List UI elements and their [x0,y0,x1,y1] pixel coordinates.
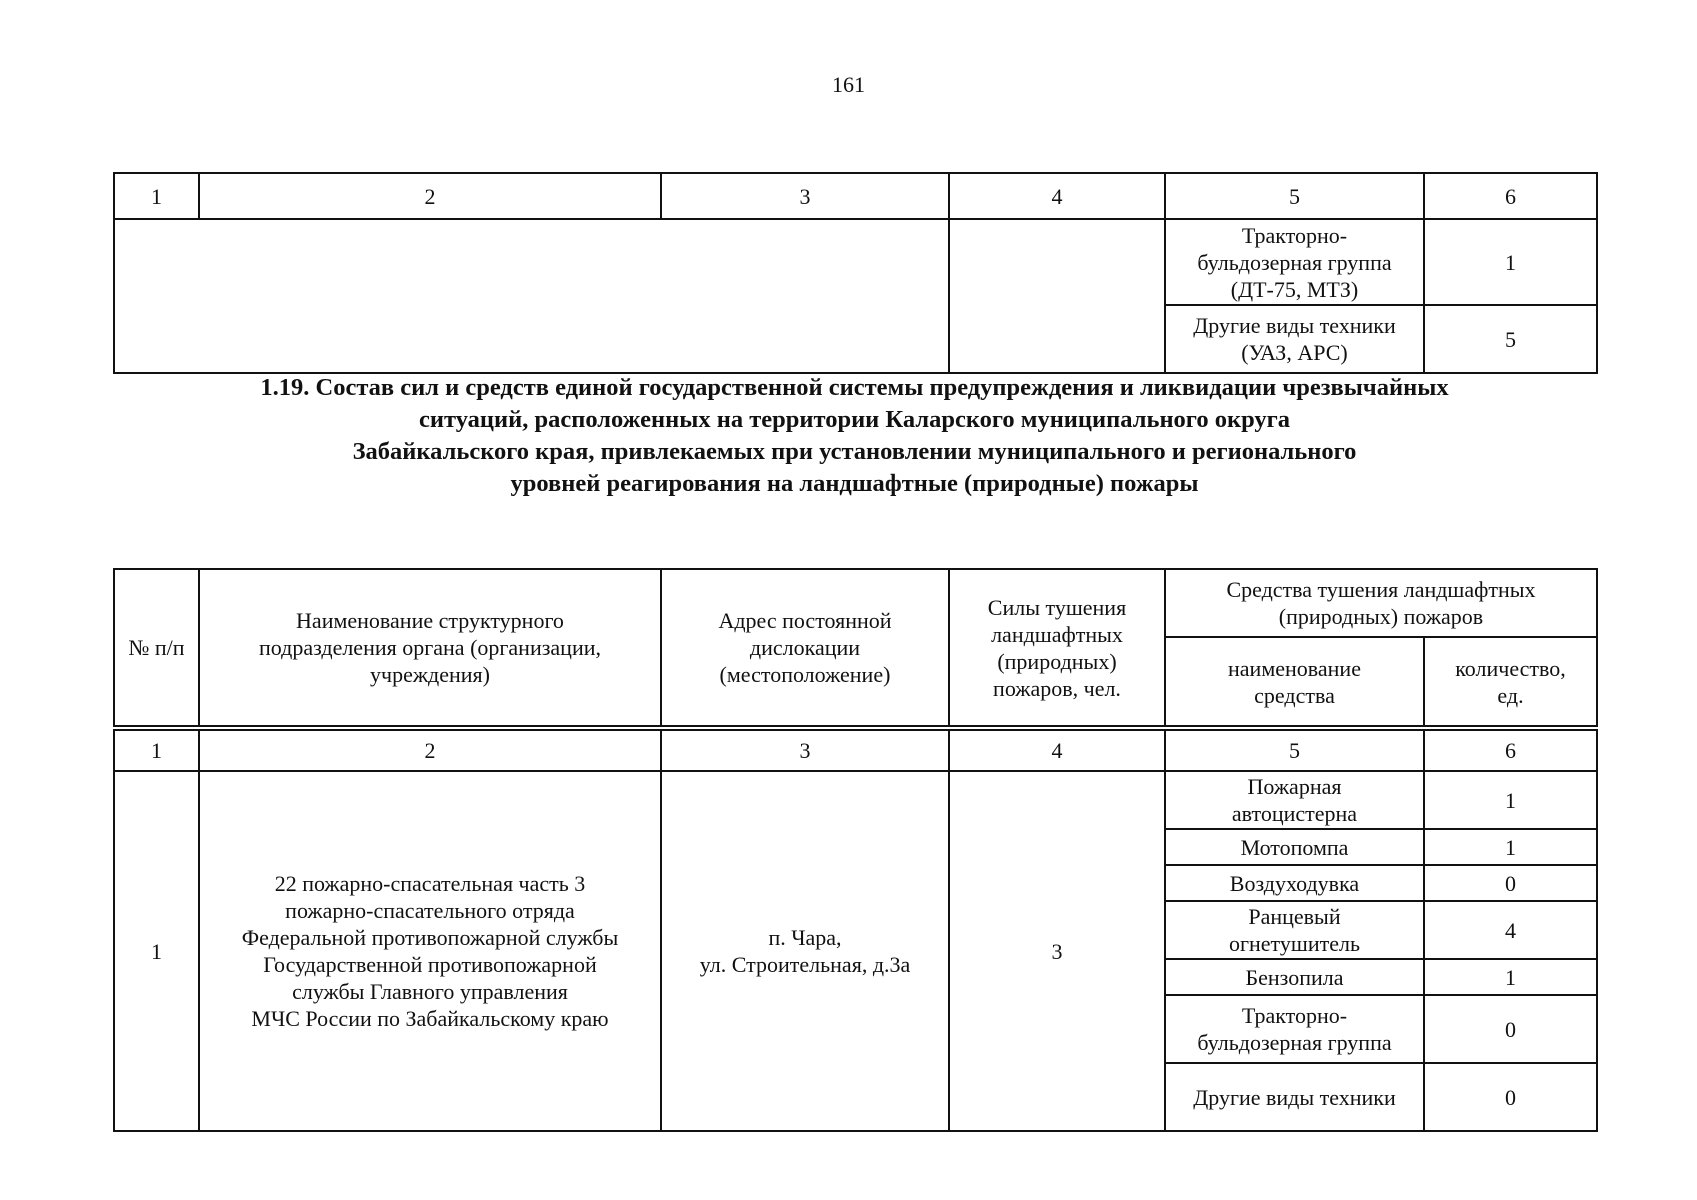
col-number-4: 4 [949,730,1165,771]
section-title-line: Забайкальского края, привлекаемых при установлении муниципального и регионального [352,438,1357,465]
unit-name-line: 22 пожарно-спасательная часть 3 [274,871,586,896]
section-title-line: 1.19. Состав сил и средств единой государственной системы предупреждения и ликвидации чрезвычайных [260,374,1449,401]
unit-name-line: службы Главного управления [292,979,568,1004]
column-number-row [114,173,1597,219]
means-count-cell: 0 [1424,1063,1597,1131]
table-row [114,771,1597,829]
means-name-line: бульдозерная группа [1197,1030,1392,1055]
means-count-cell: 4 [1424,901,1597,959]
header-line: наименование [1228,655,1361,681]
col-number-3: 3 [661,173,949,219]
unit-name-line: МЧС России по Забайкальскому краю [251,1006,609,1031]
means-name-cell [1165,901,1424,959]
section-title [113,372,1596,500]
header-means-name [1165,637,1424,726]
header-line: (природных) пожаров [1278,604,1484,629]
col-number-5: 5 [1165,173,1424,219]
col-number-1: 1 [114,730,199,771]
means-name-cell [1165,771,1424,829]
page-number: 161 [832,72,865,97]
means-name-line: автоцистерна [1231,801,1358,826]
means-name-line: бульдозерная группа [1197,249,1392,275]
means-name-line: (УАЗ, АРС) [1241,340,1348,365]
data-table [113,729,1598,1132]
means-name-cell: Другие виды техники [1165,1063,1424,1131]
address-line: ул. Строительная, д.3а [699,952,911,977]
row-number: 1 [114,771,199,1131]
header-line: (местоположение) [719,662,891,687]
means-name-cell [1165,995,1424,1063]
header-unit-name [199,569,661,726]
empty-merged-cell [114,219,949,373]
header-means-group [1165,569,1597,637]
means-name-line: Тракторно- [1241,1003,1348,1028]
means-name-cell: Бензопила [1165,959,1424,995]
means-count-cell: 1 [1424,771,1597,829]
header-line: дислокации [749,635,861,660]
continuation-table [113,172,1598,374]
col-number-5: 5 [1165,730,1424,771]
means-name-line: (ДТ-75, МТЗ) [1230,276,1359,302]
col-number-2: 2 [199,173,661,219]
column-number-row [114,730,1597,771]
means-name-cell: Воздуходувка [1165,865,1424,901]
means-name-cell [1165,305,1424,373]
means-name-line: Пожарная [1247,774,1342,799]
unit-name-line: Федеральной противопожарной службы [241,925,619,950]
section-title-line: ситуаций, расположенных на территории Каларского муниципального округа [419,406,1290,433]
header-line: учреждения) [370,662,490,687]
forces-cell: 3 [949,771,1165,1131]
means-count-cell: 1 [1424,829,1597,865]
means-name-line: Тракторно- [1241,222,1348,248]
header-row [114,569,1597,637]
empty-forces-cell [949,219,1165,373]
address-cell [661,771,949,1131]
header-line: Адрес постоянной [718,608,892,633]
header-number: № п/п [114,569,199,726]
header-line: средства [1254,682,1335,708]
header-table [113,568,1598,727]
means-count-cell: 1 [1424,959,1597,995]
col-number-2: 2 [199,730,661,771]
header-forces [949,569,1165,726]
section-title-line: уровней реагирования на ландшафтные (природные) пожары [510,470,1199,497]
col-number-6: 6 [1424,730,1597,771]
table-row [114,219,1597,305]
header-line: ед. [1497,682,1524,708]
unit-name-line: пожарно-спасательного отряда [285,898,575,923]
header-line: Силы тушения [987,594,1127,620]
address-line: п. Чара, [768,925,842,950]
unit-name-line: Государственной противопожарной [263,952,597,977]
means-name-cell: Мотопомпа [1165,829,1424,865]
header-line: количество, [1455,655,1566,681]
means-name-line: огнетушитель [1229,931,1360,956]
means-count-cell: 5 [1424,305,1597,373]
col-number-1: 1 [114,173,199,219]
means-count-cell: 1 [1424,219,1597,305]
means-name-line: Ранцевый [1248,904,1341,929]
header-line: (природных) [997,648,1117,674]
header-address [661,569,949,726]
means-name-line: Другие виды техники [1193,313,1396,338]
header-line: Наименование структурного [296,608,564,633]
unit-name-cell [199,771,661,1131]
header-line: ландшафтных [991,621,1123,647]
col-number-4: 4 [949,173,1165,219]
means-count-cell: 0 [1424,995,1597,1063]
header-line: Средства тушения ландшафтных [1226,577,1536,602]
header-line: пожаров, чел. [993,675,1121,701]
header-line: подразделения органа (организации, [258,635,602,660]
means-count-cell: 0 [1424,865,1597,901]
col-number-3: 3 [661,730,949,771]
header-means-count [1424,637,1597,726]
col-number-6: 6 [1424,173,1597,219]
means-name-cell [1165,219,1424,305]
